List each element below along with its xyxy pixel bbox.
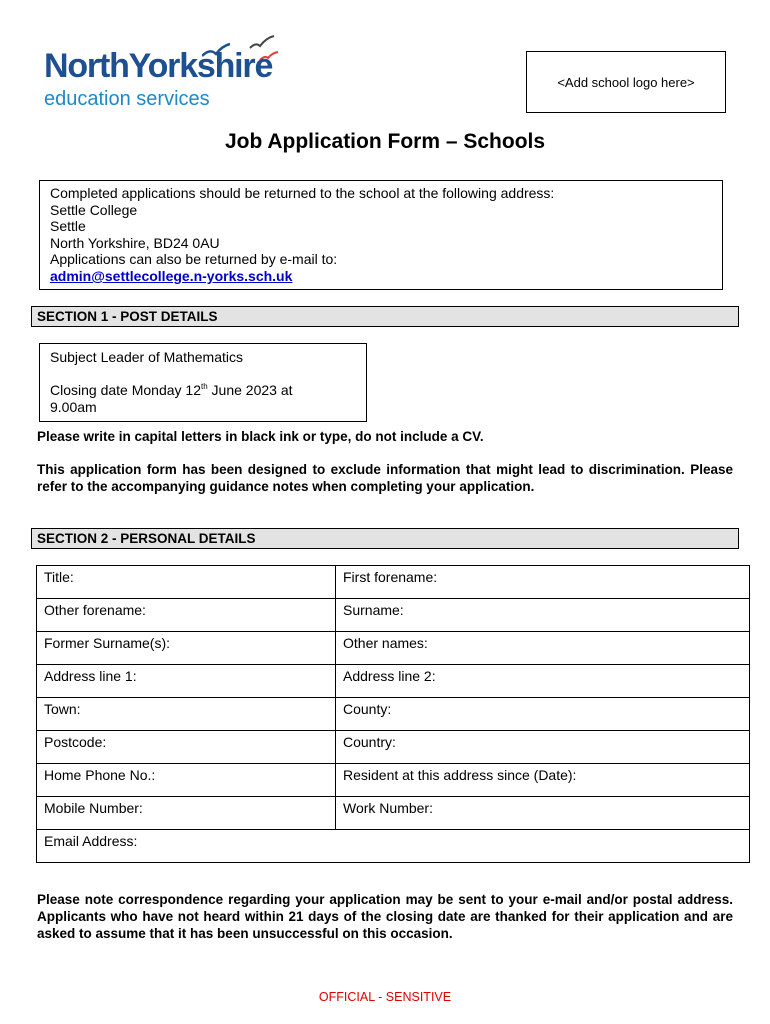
field-label: Other forename: (44, 602, 146, 618)
personal-details-table (36, 565, 750, 863)
table-row (37, 830, 750, 863)
field-label: County: (343, 701, 392, 717)
post-title: Subject Leader of Mathematics (50, 349, 243, 365)
form-field[interactable] (37, 698, 336, 731)
field-label: Home Phone No.: (44, 767, 156, 783)
form-field[interactable] (336, 698, 750, 731)
field-label: Title: (44, 569, 74, 585)
school-logo-placeholder: <Add school logo here> (526, 51, 726, 113)
field-label: Address line 2: (343, 668, 436, 684)
school-email-link[interactable]: admin@settlecollege.n-yorks.sch.uk (50, 267, 293, 284)
closing-time: 9.00am (50, 398, 97, 415)
table-row (37, 797, 750, 830)
table-row (37, 764, 750, 797)
table-row (37, 665, 750, 698)
protective-marking: OFFICIAL - SENSITIVE (318, 990, 452, 1004)
address-line: Settle College (50, 201, 138, 218)
form-field[interactable] (37, 665, 336, 698)
form-title: Job Application Form – Schools (224, 130, 546, 153)
field-label: Work Number: (343, 800, 433, 816)
address-intro: Completed applications should be returned to the school at the following address: (50, 185, 555, 201)
table-row (37, 599, 750, 632)
closing-date: Closing date Monday 12th June 2023 at (50, 382, 293, 398)
form-field[interactable] (336, 566, 750, 599)
form-field[interactable] (336, 797, 750, 830)
field-label: First forename: (343, 569, 438, 585)
section-1-header: SECTION 1 - POST DETAILS (31, 306, 739, 327)
email-address-field[interactable] (37, 830, 750, 863)
form-field[interactable] (37, 632, 336, 665)
logo-name: NorthYorkshire (44, 47, 273, 85)
correspondence-note: Please note correspondence regarding your application may be sent to your e-mail and/or postal address. Applicants who have not heard within 21 days of the closing date are thanked for their application and are asked to assume that it has been unsuccessful on this occasion. (37, 892, 733, 941)
logo-subtitle: education services (44, 88, 210, 110)
field-label: Mobile Number: (44, 800, 143, 816)
table-row (37, 731, 750, 764)
address-line: Settle (50, 218, 86, 235)
table-row (37, 632, 750, 665)
field-label: Postcode: (44, 734, 107, 750)
north-yorkshire-logo (42, 34, 312, 114)
form-field[interactable] (37, 731, 336, 764)
discrimination-notice: This application form has been designed to exclude information that might lead to discrimination. Please refer to the accompanying guidance notes when completing your application. (37, 462, 733, 494)
email-intro: Applications can also be returned by e-mail to: (50, 251, 338, 268)
form-field[interactable] (336, 731, 750, 764)
form-field[interactable] (336, 665, 750, 698)
field-label: Email Address: (44, 833, 138, 849)
field-label: Former Surname(s): (44, 635, 171, 651)
form-field[interactable] (336, 764, 750, 797)
section-2-header: SECTION 2 - PERSONAL DETAILS (31, 528, 739, 549)
field-label: Address line 1: (44, 668, 137, 684)
form-field[interactable] (37, 797, 336, 830)
return-address-box (39, 180, 723, 290)
field-label: Other names: (343, 635, 428, 651)
post-details-box (39, 343, 367, 422)
field-label: Town: (44, 701, 81, 717)
form-field[interactable] (336, 599, 750, 632)
completion-instruction: Please write in capital letters in black ink or type, do not include a CV. (37, 429, 484, 444)
form-field[interactable] (37, 599, 336, 632)
address-line: North Yorkshire, BD24 0AU (50, 234, 220, 251)
table-row (37, 566, 750, 599)
form-field[interactable] (37, 764, 336, 797)
table-row (37, 698, 750, 731)
field-label: Surname: (343, 602, 404, 618)
form-field[interactable] (37, 566, 336, 599)
field-label: Resident at this address since (Date): (343, 767, 577, 783)
field-label: Country: (343, 734, 396, 750)
form-field[interactable] (336, 632, 750, 665)
